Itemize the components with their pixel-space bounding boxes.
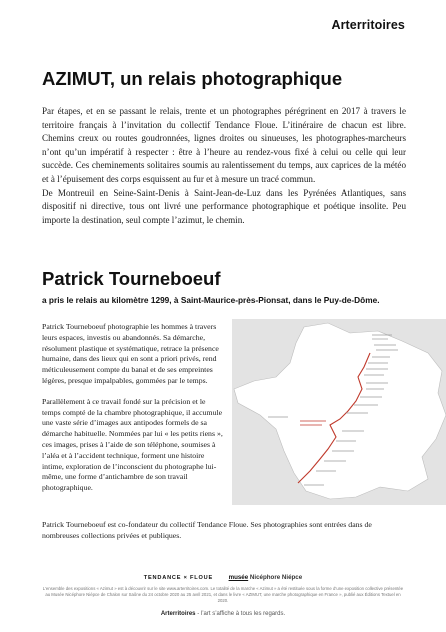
partner-logos (0, 574, 446, 581)
bio-paragraph: Patrick Tourneboeuf photographie les hommes à travers leurs espaces, investis ou abandonnés. Sa démarche, résolument plastique et systématique, retrace la présence humaine, dans des lieux qui en sont a priori privés, rend méticuleusement compte du banal et de ses empreintes légères, presque impalpables, gommées par le temps. (42, 322, 219, 385)
bio-paragraph: Parallèlement à ce travail fondé sur la précision et le temps compté de la chambre photographique, il accumule une vaste série d’images aux antipodes formels de sa démarche habituelle. Nommées par lui « les petits riens », ces images, prises à l’aide de son téléphone, soumises à l’aléa et à l’accident technique, forment une histoire intime, exploration de l’inconscient du photographe lui-même, une forme d’antichambre de son travail photographique. (42, 396, 223, 493)
musee-label: musée (228, 574, 249, 581)
france-map-graphic (232, 319, 446, 505)
france-outline (234, 323, 446, 499)
brand-logo: Arterritoires (331, 18, 405, 32)
footer-credits: L’ensemble des expositions « Azimut » est à découvrir sur le site www.arterritoires.com. Le totalité de la marche « Azimut » a été restituée sous la forme d’une exposition collective présentée au Musée Nicéphore Niépce de Chalon sur Saône du 24 octobre 2020 au 25 avril 2021, et dans le livre « AZIMUT, une marche photographique en France », publié aux Éditions Textuel en 2020. (42, 586, 404, 603)
artist-name: Patrick Tourneboeuf (42, 268, 221, 289)
route-map (232, 319, 446, 505)
artist-bio (42, 322, 224, 504)
page-title: AZIMUT, un relais photographique (42, 68, 343, 89)
tendance-floue-logo: TENDANCE × FLOUE (143, 575, 214, 581)
niepce-label: Nicéphore Niépce (249, 574, 303, 581)
intro-paragraph: Par étapes, et en se passant le relais, trente et un photographes pérégrinent en 2017 à travers le territoire français à l’invitation du collectif Tendance Floue. L’itinéraire de chacun est libre. Chemins creux ou routes goudronnées, lignes droites ou sinueuses, les photographes-marcheurs n’ont qu’un impératif à respecter : être à l’heure au rendez-vous fixé à celui ou celle qui leur succède. Ces cheminements solitaires soumis au ralentissement du temps, aux caprices de la météo et à l’épuisement des corps esquissent au fur et à mesure un tracé commun. (42, 106, 406, 184)
tagline-brand: Arterritoires (160, 611, 196, 617)
musee-niepce-logo (229, 574, 303, 581)
tagline-text: - l’art s’affiche à tous les regards. (195, 611, 286, 617)
artist-subtitle: a pris le relais au kilomètre 1299, à Saint-Maurice-près-Pionsat, dans le Puy-de-Dôme. (42, 295, 380, 305)
footer-tagline (0, 611, 446, 617)
intro-paragraph: De Montreuil en Seine-Saint-Denis à Saint-Jean-de-Luz dans les Pyrénées Atlantiques, sans dispositif ni directive, tous ont livré une performance photographique et poétique insolite. Peu importe la destination, seul compte l’azimut, le chemin. (42, 187, 406, 225)
artist-closing: Patrick Tourneboeuf est co-fondateur du collectif Tendance Floue. Ses photographies sont entrées dans de nombreuses collections privées et publiques. (42, 520, 372, 540)
intro-text (42, 105, 406, 227)
